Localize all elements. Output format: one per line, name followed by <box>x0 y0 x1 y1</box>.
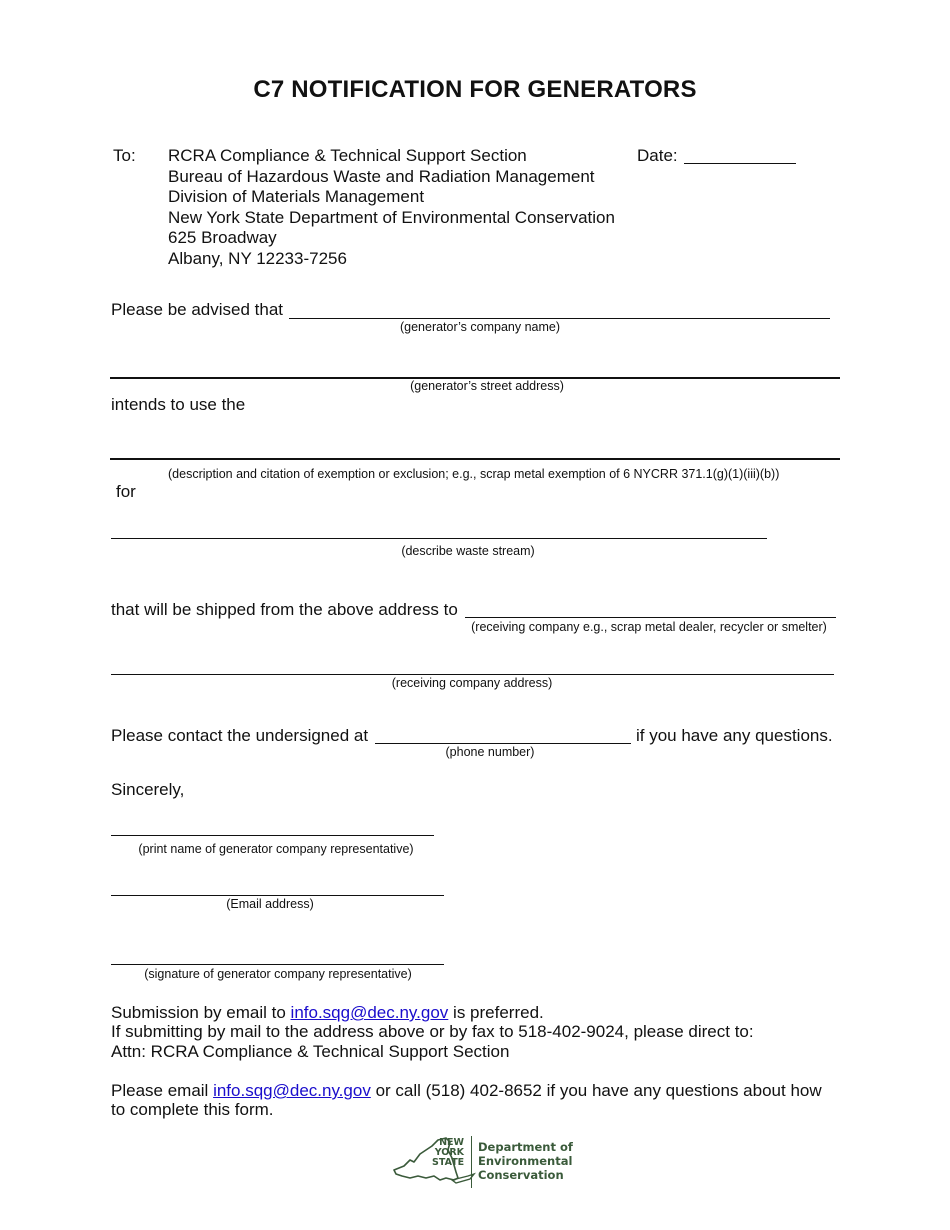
dept-line: Conservation <box>478 1168 564 1182</box>
advised-text: Please be advised that <box>111 300 284 319</box>
shipped-text: that will be shipped from the above address to <box>111 600 458 619</box>
intends-text: intends to use the <box>111 395 246 414</box>
print-name-caption: (print name of generator company representative) <box>138 842 414 856</box>
state-word: NEW <box>439 1137 464 1148</box>
mail-line: If submitting by mail to the address above or by fax to 518-402-9024, please direct to: <box>111 1022 754 1041</box>
please-email-line2: to complete this form. <box>111 1100 274 1119</box>
email-caption: (Email address) <box>226 897 314 911</box>
please-email-line <box>111 1081 822 1101</box>
dept-wordmark <box>478 1140 573 1182</box>
exemption-field[interactable] <box>110 458 840 460</box>
address-line: Albany, NY 12233-7256 <box>168 248 347 268</box>
address-line: Bureau of Hazardous Waste and Radiation Management <box>168 166 595 186</box>
phone-field[interactable] <box>375 743 631 744</box>
address-line: 625 Broadway <box>168 228 277 248</box>
print-name-field[interactable] <box>111 835 434 836</box>
contact-text: Please contact the undersigned at <box>111 726 369 745</box>
street-address-caption: (generator’s street address) <box>410 379 564 393</box>
dept-line: Department of <box>478 1140 573 1154</box>
date-label: Date: <box>637 146 678 165</box>
attn-line: Attn: RCRA Compliance & Technical Support Section <box>111 1042 510 1061</box>
please-email-prefix: Please email <box>111 1081 209 1100</box>
exemption-caption: (description and citation of exemption or exclusion; e.g., scrap metal exemption of 6 NYCRR 371.1(g)(1)(iii)(b)) <box>168 467 780 481</box>
address-line: RCRA Compliance & Technical Support Section <box>168 146 527 165</box>
receiving-address-field[interactable] <box>111 674 834 675</box>
receiving-company-caption: (receiving company e.g., scrap metal dealer, recycler or smelter) <box>471 620 827 634</box>
sincerely-text: Sincerely, <box>111 780 185 799</box>
for-text: for <box>116 482 136 501</box>
state-word: STATE <box>432 1157 465 1168</box>
company-name-field[interactable] <box>289 318 830 319</box>
contact-suffix: if you have any questions. <box>636 726 833 745</box>
receiving-address-caption: (receiving company address) <box>391 676 553 690</box>
waste-stream-caption: (describe waste stream) <box>401 544 535 558</box>
page-title: C7 NOTIFICATION FOR GENERATORS <box>253 76 697 103</box>
waste-stream-field[interactable] <box>111 538 767 539</box>
date-field[interactable] <box>684 163 796 164</box>
submission-line <box>111 1003 544 1023</box>
please-email-suffix: or call (518) 402-8652 if you have any questions about how <box>375 1081 822 1100</box>
dept-line: Environmental <box>478 1154 573 1168</box>
signature-caption: (signature of generator company representative) <box>144 967 412 981</box>
email-field[interactable] <box>111 895 444 896</box>
signature-field[interactable] <box>111 964 444 965</box>
logo-divider <box>471 1136 472 1188</box>
address-line: Division of Materials Management <box>168 187 425 207</box>
address-line: New York State Department of Environmental Conservation <box>168 207 615 227</box>
state-word: YORK <box>434 1147 464 1158</box>
submission-prefix: Submission by email to <box>111 1003 286 1022</box>
company-name-caption: (generator’s company name) <box>399 320 561 334</box>
receiving-company-field[interactable] <box>465 617 836 618</box>
phone-caption: (phone number) <box>445 745 535 759</box>
recipient-address <box>168 146 615 270</box>
submission-suffix: is preferred. <box>453 1003 544 1022</box>
email-link[interactable]: info.sqg@dec.ny.gov <box>290 1003 449 1022</box>
state-wordmark <box>432 1138 464 1168</box>
to-label: To: <box>113 146 136 165</box>
nys-dec-logo <box>390 1134 580 1190</box>
email-link[interactable]: info.sqg@dec.ny.gov <box>213 1081 371 1100</box>
